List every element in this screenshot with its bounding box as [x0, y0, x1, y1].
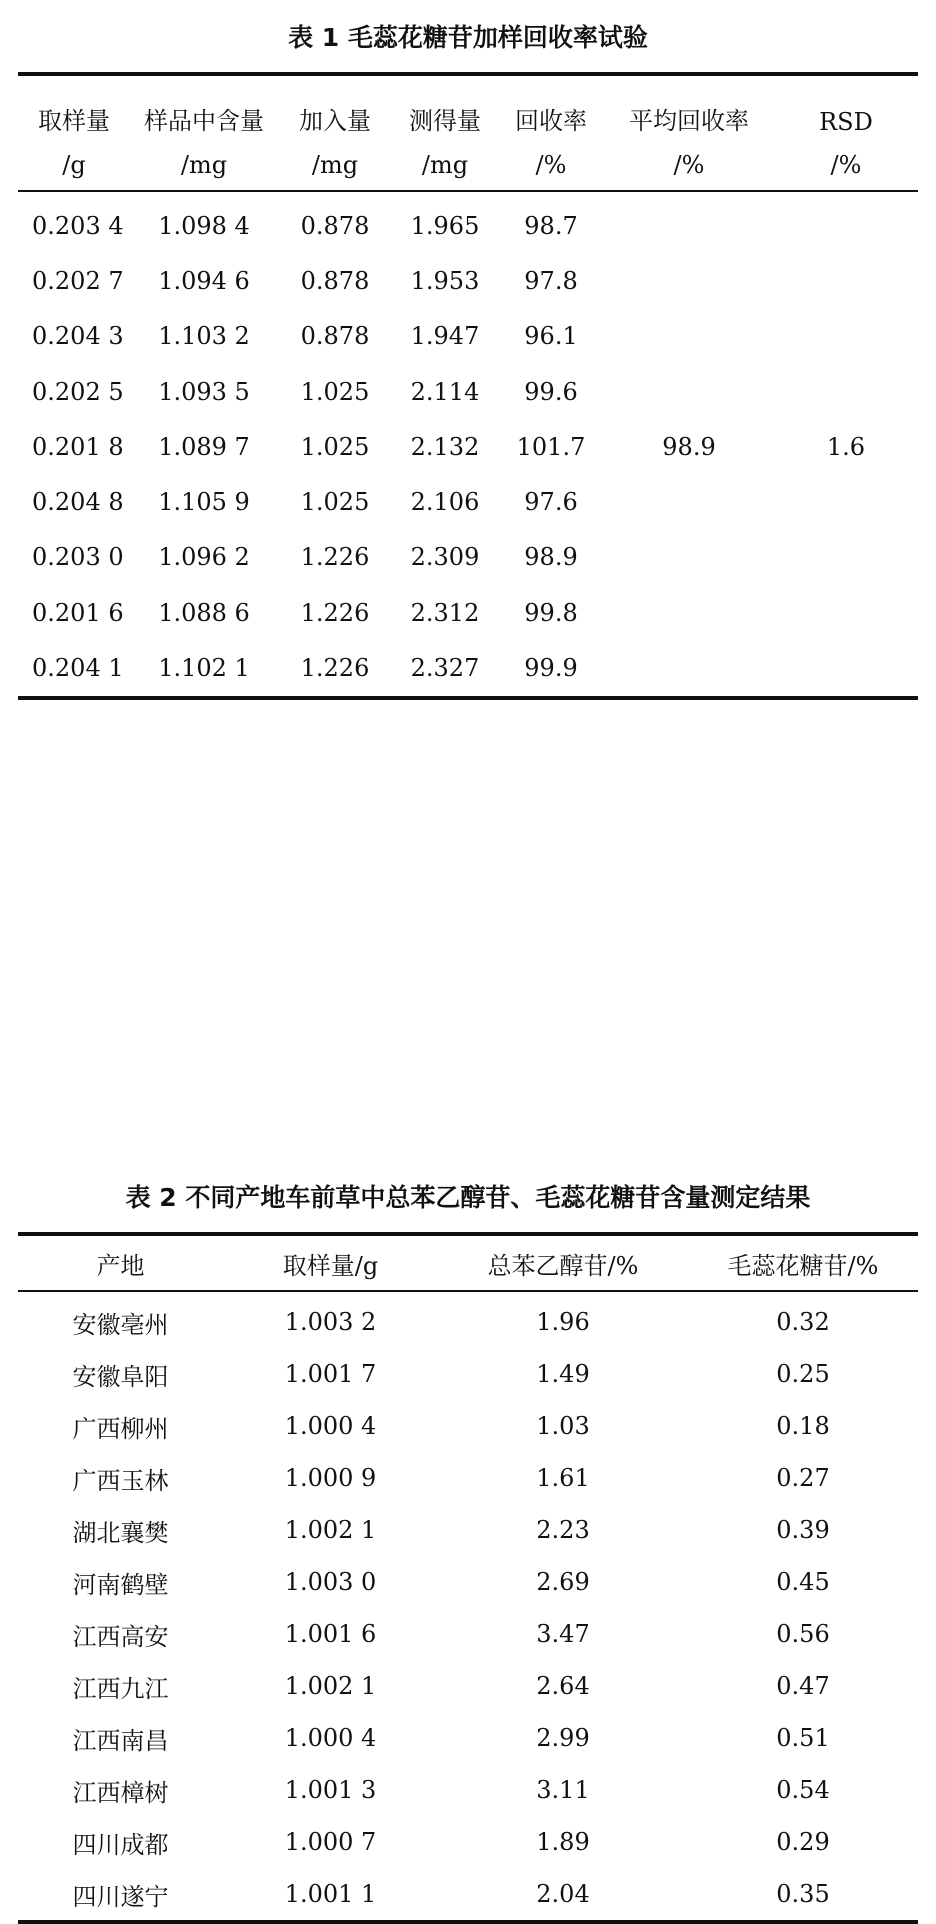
table-cell: 0.204 3 — [32, 322, 124, 351]
header-rsd: RSD — [819, 108, 873, 136]
table-cell: 1.89 — [536, 1828, 590, 1856]
table-row — [18, 1816, 918, 1868]
table-cell: 0.204 1 — [32, 654, 124, 683]
table-cell: 江西南昌 — [72, 1726, 169, 1755]
table-cell: 0.27 — [776, 1464, 830, 1492]
table-cell: 1.001 1 — [284, 1880, 377, 1908]
table-cell: 1.001 3 — [284, 1776, 377, 1804]
unit-measured-amount: /mg — [392, 140, 498, 191]
recovery-table — [18, 72, 918, 700]
table-row — [18, 1400, 918, 1452]
table-cell: 2.106 — [410, 488, 480, 517]
table-cell: 1.947 — [410, 322, 480, 351]
table-cell: 0.32 — [776, 1308, 830, 1336]
table-cell: 四川遂宁 — [72, 1882, 169, 1911]
table-cell: 0.54 — [776, 1776, 830, 1804]
header-average-recovery: 平均回收率 — [629, 107, 749, 135]
table-cell: 98.9 — [524, 543, 578, 572]
table-cell: 1.226 — [300, 598, 370, 627]
table-cell: 2.64 — [536, 1672, 590, 1700]
origin-content-table — [18, 1232, 918, 1924]
table-row — [18, 1291, 918, 1348]
table-cell: 2.309 — [410, 543, 480, 572]
table-cell: 0.18 — [776, 1412, 830, 1440]
table-cell: 1.096 2 — [158, 543, 250, 572]
table-cell: 0.203 0 — [32, 543, 124, 572]
table-cell: 1.003 2 — [284, 1308, 377, 1336]
table-cell: 1.094 6 — [158, 266, 250, 295]
table2-header-row — [18, 1234, 918, 1291]
table-cell: 1.093 5 — [158, 377, 250, 406]
table-cell: 江西樟树 — [72, 1778, 169, 1807]
table-cell: 0.202 5 — [32, 377, 124, 406]
table-row — [18, 1452, 918, 1504]
unit-rsd: /% — [774, 140, 918, 191]
table-cell: 1.025 — [300, 432, 370, 461]
recovery-table-section — [18, 18, 918, 700]
table-cell: 97.8 — [524, 266, 578, 295]
rsd-value: 1.6 — [826, 432, 866, 461]
table-cell: 1.089 7 — [158, 432, 250, 461]
table-cell: 安徽亳州 — [72, 1310, 169, 1339]
table-cell: 1.953 — [410, 266, 480, 295]
table-cell: 2.312 — [410, 598, 480, 627]
table-cell: 98.7 — [524, 211, 578, 240]
table-cell: 1.000 4 — [284, 1412, 377, 1440]
table-cell: 1.226 — [300, 654, 370, 683]
table-cell: 1.025 — [300, 488, 370, 517]
table-cell: 1.000 9 — [284, 1464, 377, 1492]
table-cell: 1.102 1 — [158, 654, 250, 683]
table-cell: 河南鹤壁 — [72, 1570, 169, 1599]
header-recovery: 回收率 — [515, 107, 587, 135]
table-cell: 江西高安 — [72, 1622, 169, 1651]
table-row — [18, 191, 918, 253]
average-recovery-value: 98.9 — [662, 432, 716, 461]
table-cell: 0.29 — [776, 1828, 830, 1856]
table-cell: 1.03 — [536, 1412, 590, 1440]
table-cell: 99.9 — [524, 654, 578, 683]
table-cell: 1.025 — [300, 377, 370, 406]
table-cell: 0.35 — [776, 1880, 830, 1908]
table-cell: 2.04 — [536, 1880, 590, 1908]
table-cell: 0.25 — [776, 1360, 830, 1388]
table-row — [18, 1712, 918, 1764]
table-cell: 3.47 — [536, 1620, 590, 1648]
header-sample-weight: 取样量/g — [223, 1234, 438, 1291]
table1-caption: 表 1 毛蕊花糖苷加样回收率试验 — [288, 23, 648, 52]
table-cell: 安徽阜阳 — [72, 1362, 169, 1391]
table-cell: 1.000 7 — [284, 1828, 377, 1856]
header-added-amount: 加入量 — [299, 107, 371, 135]
table-cell: 2.114 — [410, 377, 480, 406]
table-cell: 1.002 1 — [284, 1516, 377, 1544]
table-cell: 1.965 — [410, 211, 480, 240]
table-row — [18, 1556, 918, 1608]
table-cell: 1.088 6 — [158, 598, 250, 627]
table-cell: 1.001 6 — [284, 1620, 377, 1648]
table-cell: 99.6 — [524, 377, 578, 406]
header-total-phenylethanoid: 总苯乙醇苷/% — [438, 1234, 688, 1291]
table-cell: 1.103 2 — [158, 322, 250, 351]
table-cell: 2.99 — [536, 1724, 590, 1752]
table-cell: 0.204 8 — [32, 488, 124, 517]
table-cell: 1.098 4 — [158, 211, 250, 240]
table-cell: 四川成都 — [72, 1830, 169, 1859]
table-cell: 1.002 1 — [284, 1672, 377, 1700]
table-cell: 0.203 4 — [32, 211, 124, 240]
header-content-in-sample: 样品中含量 — [144, 107, 264, 135]
table-cell: 1.105 9 — [158, 488, 250, 517]
table-cell: 1.003 0 — [284, 1568, 377, 1596]
table-cell: 97.6 — [524, 488, 578, 517]
table-cell: 江西九江 — [72, 1674, 169, 1703]
table-cell: 广西玉林 — [72, 1466, 169, 1495]
header-origin: 产地 — [18, 1234, 223, 1291]
table-cell: 1.96 — [536, 1308, 590, 1336]
table-cell: 0.202 7 — [32, 266, 124, 295]
unit-content-in-sample: /mg — [130, 140, 278, 191]
table-cell: 湖北襄樊 — [72, 1518, 169, 1547]
table-row — [18, 1348, 918, 1400]
table-cell: 0.47 — [776, 1672, 830, 1700]
table-row — [18, 1764, 918, 1816]
table-cell: 2.69 — [536, 1568, 590, 1596]
table2-caption: 表 2 不同产地车前草中总苯乙醇苷、毛蕊花糖苷含量测定结果 — [125, 1183, 811, 1212]
table-row — [18, 1660, 918, 1712]
table-cell: 0.201 6 — [32, 598, 124, 627]
table1-header-row — [18, 74, 918, 140]
table-cell: 0.45 — [776, 1568, 830, 1596]
table-cell: 0.878 — [300, 266, 370, 295]
header-verbascoside: 毛蕊花糖苷/% — [688, 1234, 918, 1291]
table-cell: 1.49 — [536, 1360, 590, 1388]
table-cell: 3.11 — [536, 1776, 590, 1804]
unit-added-amount: /mg — [278, 140, 392, 191]
table-cell: 2.327 — [410, 654, 480, 683]
table-cell: 2.132 — [410, 432, 480, 461]
table-cell: 1.226 — [300, 543, 370, 572]
table-cell: 2.23 — [536, 1516, 590, 1544]
table-row — [18, 1504, 918, 1556]
table-cell: 101.7 — [516, 432, 586, 461]
table-cell: 0.201 8 — [32, 432, 124, 461]
table-cell: 0.39 — [776, 1516, 830, 1544]
table-cell: 0.51 — [776, 1724, 830, 1752]
unit-average-recovery: /% — [604, 140, 774, 191]
table-cell: 1.001 7 — [284, 1360, 377, 1388]
table1-unit-row — [18, 140, 918, 191]
table-cell: 0.56 — [776, 1620, 830, 1648]
origin-content-table-section — [18, 1178, 918, 1924]
table-cell: 广西柳州 — [72, 1414, 169, 1443]
header-measured-amount: 测得量 — [409, 107, 481, 135]
table-cell: 0.878 — [300, 211, 370, 240]
table-row — [18, 1608, 918, 1660]
unit-sample-weight: /g — [18, 140, 130, 191]
table-cell: 96.1 — [524, 322, 578, 351]
table-row — [18, 1868, 918, 1922]
header-sample-weight: 取样量 — [38, 107, 110, 135]
table-cell: 0.878 — [300, 322, 370, 351]
table-cell: 99.8 — [524, 598, 578, 627]
unit-recovery: /% — [498, 140, 604, 191]
table-cell: 1.000 4 — [284, 1724, 377, 1752]
table-cell: 1.61 — [536, 1464, 590, 1492]
